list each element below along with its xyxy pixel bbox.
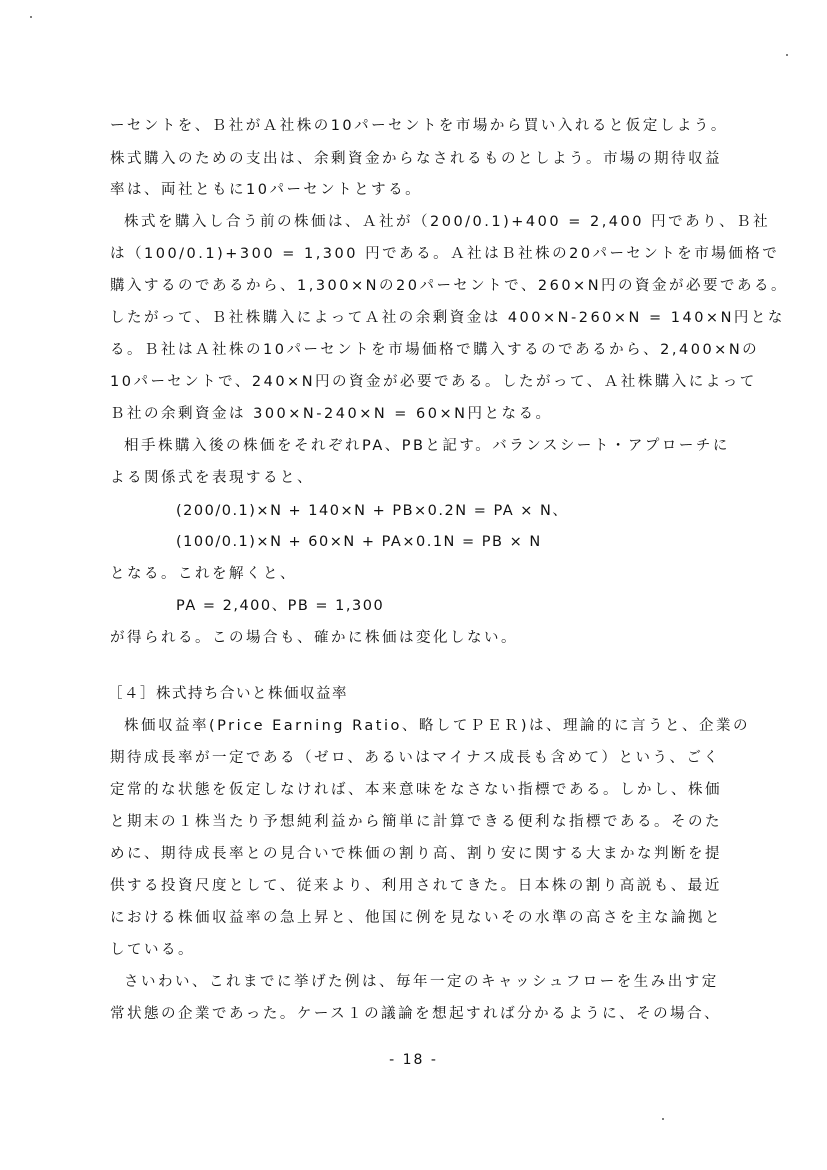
text-line-28: 常状態の企業であった。ケース１の議論を想起すれば分かるように、その場合、 xyxy=(110,1006,722,1022)
text-line-24: 供する投資尺度として、従来より、利用されてきた。日本株の割り高説も、最近 xyxy=(110,878,722,894)
text-line-17: が得られる。この場合も、確かに株価は変化しない。 xyxy=(110,630,518,646)
scan-speck xyxy=(30,16,32,18)
text-line-26: している。 xyxy=(110,942,195,958)
text-line-7: したがって、Ｂ社株購入によってＡ社の余剰資金は 400×N-260×N = 140×N円とな xyxy=(110,310,785,326)
text-line-10: Ｂ社の余剰資金は 300×N-240×N = 60×N円となる。 xyxy=(110,406,553,422)
text-line-8: る。Ｂ社はＡ社株の10パーセントを市場価格で購入するのであるから、2,400×Nの xyxy=(110,342,760,358)
scan-speck xyxy=(662,1118,664,1120)
text-line-11: 相手株購入後の株価をそれぞれPA、PBと記す。バランスシート・アプローチに xyxy=(124,438,730,454)
text-line-4: 株式を購入し合う前の株価は、Ａ社が（200/0.1)+400 = 2,400 円であり、Ｂ社 xyxy=(124,214,771,230)
equation-1: (200/0.1)×N + 140×N + PB×0.2N = PA × N、 xyxy=(176,503,569,519)
text-line-9: 10パーセントで、240×N円の資金が必要である。したがって、Ａ社株購入によって xyxy=(110,374,757,390)
equation-2: (100/0.1)×N + 60×N + PA×0.1N = PB × N xyxy=(176,534,542,550)
text-line-21: 定常的な状態を仮定しなければ、本来意味をなさない指標である。しかし、株価 xyxy=(110,782,722,798)
text-line-1: ーセントを、Ｂ社がＡ社株の10パーセントを市場から買い入れると仮定しよう。 xyxy=(110,118,728,134)
text-line-2: 株式購入のための支出は、余剰資金からなされるものとしよう。市場の期待収益 xyxy=(110,151,722,167)
text-line-20: 期待成長率が一定である（ゼロ、あるいはマイナス成長も含めて）という、ごく xyxy=(110,750,721,766)
text-line-15: となる。これを解くと、 xyxy=(110,566,297,582)
scan-speck xyxy=(786,54,788,56)
text-line-23: めに、期待成長率との見合いで株価の割り高、割り安に関する大まかな判断を提 xyxy=(110,846,722,862)
text-line-22: と期末の１株当たり予想純利益から簡単に計算できる便利な指標である。そのた xyxy=(110,814,722,830)
text-line-5: は（100/0.1)+300 = 1,300 円である。Ａ社はＢ社株の20パーセントを市場価格で xyxy=(110,246,780,262)
text-line-6: 購入するのであるから、1,300×Nの20パーセントで、260×N円の資金が必要である。 xyxy=(110,278,789,294)
text-line-19: 株価収益率(Price Earning Ratio、略してＰＥＲ)は、理論的に言うと、企業の xyxy=(124,718,750,734)
equation-3: PA = 2,400、PB = 1,300 xyxy=(176,598,385,614)
section-heading: ［４］株式持ち合いと株価収益率 xyxy=(108,686,348,702)
text-line-25: における株価収益率の急上昇と、他国に例を見ないその水準の高さを主な論拠と xyxy=(110,910,722,926)
text-line-27: さいわい、これまでに挙げた例は、毎年一定のキャッシュフローを生み出す定 xyxy=(124,974,719,990)
text-line-12: よる関係式を表現すると、 xyxy=(110,470,314,486)
page-number: - 18 - xyxy=(389,1052,438,1068)
text-line-3: 率は、両社ともに10パーセントとする。 xyxy=(110,182,423,198)
